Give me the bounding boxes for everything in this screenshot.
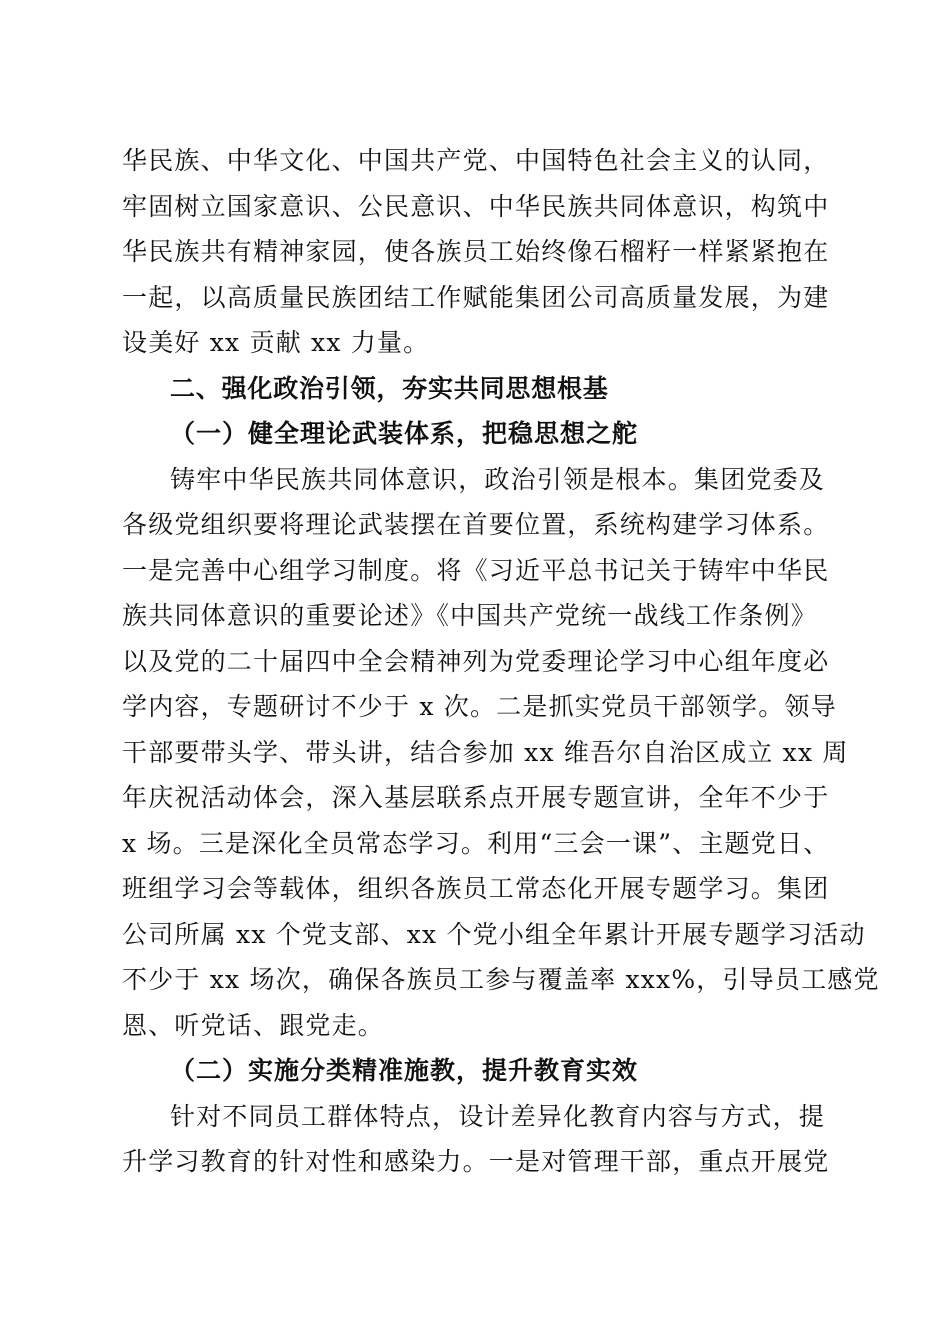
paragraph-line: 班组学习会等载体，组织各族员工常态化开展专题学习。集团 bbox=[122, 874, 830, 903]
paragraph-line: 各级党组织要将理论武装摆在首要位置，系统构建学习体系。 bbox=[122, 510, 830, 539]
paragraph-line: 干部要带头学、带头讲，结合参加 xx 维吾尔自治区成立 xx 周 bbox=[122, 737, 849, 767]
section-heading: 二、强化政治引领，夯实共同思想根基 bbox=[170, 373, 609, 403]
paragraph-line: 族共同体意识的重要论述》《中国共产党统一战线工作条例》 bbox=[122, 601, 817, 630]
paragraph-line: 牢固树立国家意识、公民意识、中华民族共同体意识，构筑中 bbox=[122, 191, 830, 221]
subsection-heading: （一）健全理论武装体系，把稳思想之舵 bbox=[170, 419, 639, 448]
paragraph-line: 恩、听党话、跟党走。 bbox=[122, 1010, 385, 1040]
paragraph-first-line: 铸牢中华民族共同体意识，政治引领是根本。集团党委及 bbox=[170, 464, 826, 494]
document-body bbox=[122, 138, 880, 1185]
paragraph-line: 年庆祝活动体会，深入基层联系点开展专题宣讲，全年不少于 bbox=[122, 783, 830, 812]
paragraph-line: 以及党的二十届四中全会精神列为党委理论学习中心组年度必 bbox=[122, 646, 830, 676]
paragraph-line: 学内容，专题研讨不少于 x 次。二是抓实党员干部领学。领导 bbox=[122, 692, 837, 721]
subsection-heading: （二）实施分类精准施教，提升教育实效 bbox=[170, 1056, 639, 1085]
paragraph-line: 升学习教育的针对性和感染力。一是对管理干部，重点开展党 bbox=[122, 1147, 830, 1176]
paragraph-line: 华民族共有精神家园，使各族员工始终像石榴籽一样紧紧抱在 bbox=[122, 237, 830, 266]
paragraph-line: 公司所属 xx 个党支部、xx 个党小组全年累计开展专题学习活动 bbox=[122, 919, 866, 949]
paragraph-line: 华民族、中华文化、中国共产党、中国特色社会主义的认同， bbox=[122, 146, 830, 175]
paragraph-line: 设美好 xx 贡献 xx 力量。 bbox=[122, 328, 430, 357]
paragraph-line: 一是完善中心组学习制度。将《习近平总书记关于铸牢中华民 bbox=[122, 555, 830, 585]
paragraph-line: 不少于 xx 场次，确保各族员工参与覆盖率 xxx%，引导员工感党 bbox=[122, 965, 880, 994]
paragraph-line: x 场。三是深化全员常态学习。利用“三会一课”、主题党日、 bbox=[122, 828, 830, 858]
paragraph-first-line: 针对不同员工群体特点，设计差异化教育内容与方式，提 bbox=[170, 1101, 826, 1131]
paragraph-line: 一起，以高质量民族团结工作赋能集团公司高质量发展，为建 bbox=[122, 282, 830, 312]
